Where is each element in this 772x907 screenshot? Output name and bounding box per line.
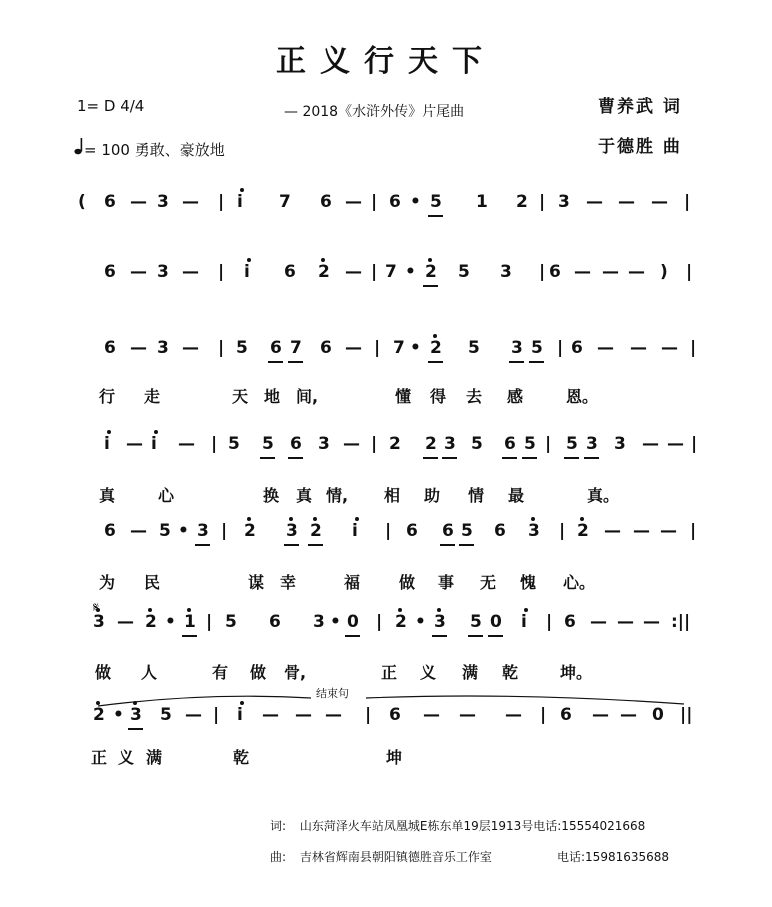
note: 3 [434,612,446,632]
lyric-syllable: 相 [384,486,401,505]
note: • [113,705,124,725]
note: i [244,262,250,282]
barline: | [545,434,552,454]
barline: | [376,612,383,632]
octave-dot [148,608,152,612]
note: 6 [284,262,296,282]
note: — [295,705,312,725]
note: — [345,192,362,212]
footer-lyricist-label: 词: [270,819,287,833]
note: 6 [442,521,454,541]
barline: | [365,705,372,725]
note: 3 [318,434,330,454]
lyric-syllable: 坤。 [560,663,593,682]
footer-composer-address: 吉林省辉南县朝阳镇德胜音乐工作室 [299,850,492,864]
octave-dot [437,608,441,612]
note: — [423,705,440,725]
lyric-syllable: 福 [344,573,361,592]
note: ) [660,262,668,282]
note: 6 [290,434,302,454]
note: • [405,262,416,282]
note: — [343,434,360,454]
note: 2 [425,262,437,282]
note: 1 [184,612,196,632]
footer-composer-label: 曲: [270,850,287,864]
barline: | [690,521,697,541]
note: 5 [461,521,473,541]
octave-dot [321,258,325,262]
barline: | [686,262,693,282]
beam-underline [268,361,283,363]
barline: | [539,262,546,282]
barline: | [371,192,378,212]
note: 2 [389,434,401,454]
note: 2 [425,434,437,454]
barline: | [218,262,225,282]
beam-underline [584,457,599,459]
octave-dot [531,517,535,521]
note: 6 [320,338,332,358]
note: — [459,705,476,725]
lyric-syllable: 骨, [284,663,307,682]
note: — [667,434,684,454]
note: — [630,338,647,358]
beam-underline [440,544,455,546]
lyric-syllable: 做 [399,573,416,592]
note: 1 [476,192,488,212]
barline: | [385,521,392,541]
lyric-syllable: 满 [462,663,479,682]
lyric-syllable: 间, [296,387,319,406]
barline: | [557,338,564,358]
lyric-syllable: 愧 [520,573,537,592]
barline: | [691,434,698,454]
note: — [505,705,522,725]
note: — [345,262,362,282]
lyric-syllable: 得 [430,387,447,406]
lyric-syllable: 坤 [386,748,403,767]
note: 6 [549,262,561,282]
note: 6 [560,705,572,725]
lyric-syllable: 有 [212,663,229,682]
octave-dot [247,258,251,262]
note: 7 [279,192,291,212]
note: — [586,192,603,212]
note: 5 [471,434,483,454]
lyric-syllable: 为 [99,573,116,592]
note: 6 [104,521,116,541]
lyric-syllable: 无 [480,573,497,592]
note: 6 [104,338,116,358]
note: 6 [571,338,583,358]
octave-dot [289,517,293,521]
note: 6 [494,521,506,541]
note: 5 [458,262,470,282]
note: 3 [157,338,169,358]
beam-underline [488,635,503,637]
beam-underline [423,457,438,459]
lyric-syllable: 正 [91,748,108,767]
note: 5 [566,434,578,454]
beam-underline [509,361,524,363]
lyric-syllable: 行 [99,387,116,406]
note: 5 [531,338,543,358]
footer-composer [270,848,492,865]
note: 6 [504,434,516,454]
barline: | [684,192,691,212]
note: 3 [130,705,142,725]
note: 7 [393,338,405,358]
note: i [151,434,157,454]
note: — [604,521,621,541]
beam-underline [288,457,303,459]
note: • [330,612,341,632]
octave-dot [524,608,528,612]
note: — [590,612,607,632]
note: — [661,338,678,358]
lyric-syllable: 走 [144,387,161,406]
lyric-syllable: 天 [232,387,249,406]
note: — [651,192,668,212]
note: — [602,262,619,282]
beam-underline [284,544,299,546]
note: 2 [93,705,105,725]
barline: | [371,434,378,454]
note: 7 [385,262,397,282]
note: — [178,434,195,454]
octave-dot [240,188,244,192]
note: 0 [652,705,664,725]
note: — [262,705,279,725]
lyric-syllable: 义 [420,663,437,682]
note: — [130,262,147,282]
lyric-syllable: 义 [118,748,135,767]
key-signature: 1= D 4/4 [77,97,145,115]
note: — [643,612,660,632]
lyric-syllable: 最 [508,486,525,505]
octave-dot [428,258,432,262]
octave-dot [313,517,317,521]
note: 6 [389,705,401,725]
note: i [104,434,110,454]
beam-underline [128,728,143,730]
note: 5 [430,192,442,212]
note: — [345,338,362,358]
octave-dot [107,430,111,434]
note: 5 [228,434,240,454]
lyricist-credit: 曹养武 词 [598,97,682,117]
subtitle: — 2018《水浒外传》片尾曲 [284,104,465,120]
note: — [618,192,635,212]
quarter-note-icon [74,137,84,159]
note: • [410,338,421,358]
footer-composer-phone: 电话:15981635688 [557,850,670,864]
beam-underline [428,215,443,217]
beam-underline [564,457,579,459]
note: — [182,192,199,212]
page-title: 正义行天下 [276,44,496,79]
lyric-syllable: 懂 [395,387,412,406]
lyric-syllable: 做 [95,663,112,682]
note: i [237,192,243,212]
note: — [597,338,614,358]
note: 2 [430,338,442,358]
note: 2 [244,521,256,541]
note: 2 [318,262,330,282]
lyric-syllable: 去 [466,387,483,406]
note: 6 [270,338,282,358]
note: 3 [614,434,626,454]
note: i [521,612,527,632]
note: 6 [104,262,116,282]
tempo-marking [74,137,225,160]
footer-lyricist-address: 山东菏泽火车站凤凰城E栋东单19层1913号电话:15554021668 [299,819,646,833]
note: • [165,612,176,632]
barline: | [221,521,228,541]
octave-dot [433,334,437,338]
note: 2 [145,612,157,632]
note: — [117,612,134,632]
octave-dot [154,430,158,434]
beam-underline [260,457,275,459]
barline: | [206,612,213,632]
barline: | [559,521,566,541]
barline: | [371,262,378,282]
note: i [237,705,243,725]
note: — [633,521,650,541]
note: 3 [586,434,598,454]
barline: | [213,705,220,725]
beam-underline [428,361,443,363]
note: — [126,434,143,454]
beam-underline [423,285,438,287]
note: • [410,192,421,212]
lyric-syllable: 地 [264,387,281,406]
beam-underline [529,361,544,363]
ending-label: 结束句 [316,687,349,700]
note: • [415,612,426,632]
note: 0 [490,612,502,632]
note: — [325,705,342,725]
octave-dot [355,517,359,521]
lyric-syllable: 事 [438,573,455,592]
note: 7 [290,338,302,358]
note: 5 [159,521,171,541]
note: — [628,262,645,282]
note: 3 [444,434,456,454]
note: — [130,338,147,358]
note: 3 [286,521,298,541]
note: — [182,262,199,282]
lyric-syllable: 助 [424,486,441,505]
footer-lyricist [270,817,645,834]
lyric-syllable: 民 [144,573,161,592]
note: 5 [236,338,248,358]
note: — [130,192,147,212]
lyric-syllable: 情, [326,486,349,505]
lyric-syllable: 感 [507,387,524,406]
note: — [182,338,199,358]
note: ( [78,192,86,212]
note: 6 [269,612,281,632]
note: — [660,521,677,541]
beam-underline [459,544,474,546]
note: 2 [395,612,407,632]
note: — [620,705,637,725]
note: 5 [160,705,172,725]
lyric-syllable: 乾 [502,663,519,682]
note: 5 [524,434,536,454]
note: 5 [468,338,480,358]
note: — [574,262,591,282]
beam-underline [432,635,447,637]
beam-underline [288,361,303,363]
beam-underline [502,457,517,459]
note: 3 [500,262,512,282]
lyric-syllable: 换 [263,486,280,505]
lyric-syllable: 人 [141,663,158,682]
beam-underline [468,635,483,637]
lyric-syllable: 满 [146,748,163,767]
note: 2 [516,192,528,212]
note: 3 [313,612,325,632]
lyric-syllable: 心 [158,486,175,505]
beam-underline [195,544,210,546]
lyric-syllable: 恩。 [566,387,599,406]
lyric-syllable: 正 [381,663,398,682]
octave-dot [187,608,191,612]
ending-slur [96,692,696,708]
beam-underline [345,635,360,637]
note: 0 [347,612,359,632]
note: 3 [558,192,570,212]
lyric-syllable: 真 [296,486,313,505]
lyric-syllable: 谋 [248,573,265,592]
note: i [352,521,358,541]
note: — [185,705,202,725]
lyric-syllable: 真。 [587,486,620,505]
note: 3 [511,338,523,358]
note: 5 [225,612,237,632]
note: 6 [564,612,576,632]
note: 3 [157,192,169,212]
beam-underline [308,544,323,546]
note: 6 [389,192,401,212]
note: — [592,705,609,725]
tempo-text: = 100 勇敢、豪放地 [84,141,225,159]
barline: | [211,434,218,454]
lyric-syllable: 乾 [233,748,250,767]
composer-credit: 于德胜 曲 [598,137,682,157]
note: 6 [320,192,332,212]
note: 3 [93,612,105,632]
lyric-syllable: 幸 [280,573,297,592]
barline: | [218,338,225,358]
beam-underline [182,635,197,637]
lyric-syllable: 真 [99,486,116,505]
lyric-syllable: 做 [250,663,267,682]
note: 2 [310,521,322,541]
note: 5 [470,612,482,632]
note: 6 [406,521,418,541]
octave-dot [247,517,251,521]
barline: | [690,338,697,358]
barline: :|| [671,612,691,632]
barline: | [218,192,225,212]
note: 2 [577,521,589,541]
octave-dot [398,608,402,612]
barline: | [546,612,553,632]
note: — [617,612,634,632]
note: — [130,521,147,541]
beam-underline [442,457,457,459]
octave-dot [580,517,584,521]
note: 3 [197,521,209,541]
lyric-syllable: 情 [468,486,485,505]
beam-underline [522,457,537,459]
note: • [178,521,189,541]
note: 5 [262,434,274,454]
segno-icon: 𝄋 [93,600,100,616]
note: 3 [528,521,540,541]
barline: | [374,338,381,358]
barline: || [680,705,693,725]
note: — [642,434,659,454]
barline: | [539,192,546,212]
barline: | [540,705,547,725]
note: 6 [104,192,116,212]
note: 3 [157,262,169,282]
lyric-syllable: 心。 [563,573,596,592]
